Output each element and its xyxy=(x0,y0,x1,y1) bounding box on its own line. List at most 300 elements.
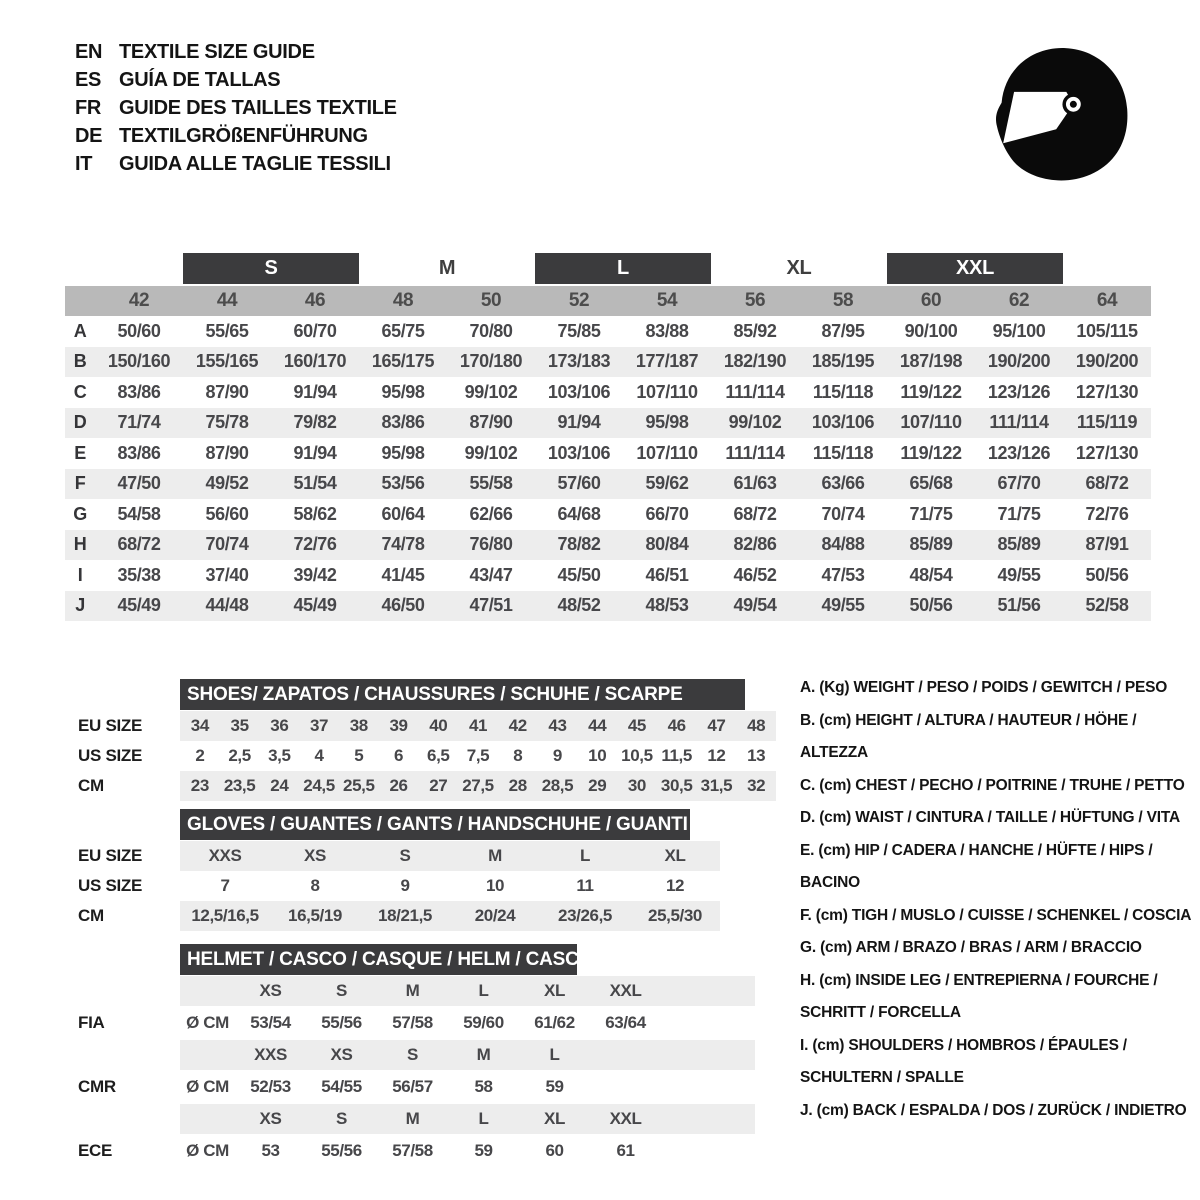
size-value: 39 xyxy=(389,716,408,735)
legend-item-i: I. (cm) SHOULDERS / HOMBROS / ÉPAULES / SCHULTERN / SPALLE xyxy=(800,1036,1127,1086)
measure-row-a xyxy=(65,316,1151,347)
size-value: 12,5/16,5 xyxy=(191,906,259,925)
measure-row-d xyxy=(65,408,1151,439)
helmet-size-value xyxy=(590,1070,661,1104)
size-value: 9 xyxy=(400,876,410,895)
gloves-size-section xyxy=(65,809,720,931)
size-value: 63/66 xyxy=(821,473,865,494)
helmet-size-labels xyxy=(180,1104,755,1134)
size-value: 83/86 xyxy=(117,442,161,463)
size-value: 18/21,5 xyxy=(378,906,432,925)
size-value: 87/90 xyxy=(205,381,249,402)
helmet-size-label: M xyxy=(405,981,420,1000)
size-value: 105/115 xyxy=(1076,320,1138,341)
size-value: 61/63 xyxy=(733,473,777,494)
size-value: 99/102 xyxy=(464,442,518,463)
shoes-row-us-size xyxy=(65,741,776,771)
racing-helmet-icon xyxy=(986,40,1142,192)
helmet-size-value: 58 xyxy=(474,1077,493,1096)
size-value: 95/98 xyxy=(381,381,425,402)
numeric-size: 52 xyxy=(568,290,590,311)
size-value: 38 xyxy=(349,716,368,735)
shoes-rows xyxy=(65,711,776,801)
size-value: 27,5 xyxy=(462,776,494,795)
size-band-m: M xyxy=(438,257,456,279)
shoes-title-bar: SHOES/ ZAPATOS / CHAUSSURES / SCHUHE / SCARPE xyxy=(180,679,745,710)
size-value: 64/68 xyxy=(557,503,601,524)
size-value: 119/122 xyxy=(900,442,962,463)
guide-title: TEXTILGRÖßENFÜHRUNG xyxy=(119,124,368,147)
numeric-size: 56 xyxy=(744,290,766,311)
label-spacer xyxy=(65,809,180,840)
size-value: 47/51 xyxy=(469,595,513,616)
helmet-size-value: 53 xyxy=(261,1141,280,1160)
legend-item-f: F. (cm) TIGH / MUSLO / CUISSE / SCHENKEL / COSCIA xyxy=(800,906,1192,924)
size-value: 49/54 xyxy=(733,595,777,616)
size-value: 46 xyxy=(667,716,686,735)
helmet-size-value: 57/58 xyxy=(392,1013,433,1032)
legend-item-a: A. (Kg) WEIGHT / PESO / POIDS / GEWITCH / PESO xyxy=(800,679,1168,696)
diameter-unit: Ø CM xyxy=(186,1141,229,1160)
size-value: 45/49 xyxy=(293,595,337,616)
size-value: 190/200 xyxy=(1075,351,1139,372)
size-value: 41/45 xyxy=(381,564,425,585)
size-value: 103/106 xyxy=(811,412,875,433)
size-value: 173/183 xyxy=(547,351,611,372)
helmet-size-label xyxy=(590,1040,661,1070)
size-value: 35 xyxy=(230,716,249,735)
size-value: 71/74 xyxy=(117,412,161,433)
standard-label: FIA xyxy=(78,1013,105,1032)
helmet-rows xyxy=(65,976,755,1168)
size-value: 11 xyxy=(576,876,594,895)
gloves-rows xyxy=(65,841,720,931)
size-value: XS xyxy=(304,846,326,865)
helmet-size-value: 57/58 xyxy=(392,1141,433,1160)
size-value: 68/72 xyxy=(117,534,161,555)
size-value: 24,5 xyxy=(303,776,335,795)
size-value: 23 xyxy=(190,776,209,795)
language-title-row xyxy=(75,66,397,94)
size-value: 31,5 xyxy=(700,776,733,795)
size-value: 43/47 xyxy=(469,564,513,585)
size-value: 48/52 xyxy=(557,595,601,616)
size-value: 7 xyxy=(220,876,230,895)
size-value: 87/90 xyxy=(469,412,513,433)
size-value: 47/50 xyxy=(117,473,161,494)
legend-item-g: G. (cm) ARM / BRAZO / BRAS / ARM / BRACCIO xyxy=(800,939,1142,956)
language-code: DE xyxy=(75,124,103,147)
size-value: 170/180 xyxy=(459,351,523,372)
size-value: 91/94 xyxy=(293,381,337,402)
numeric-size: 64 xyxy=(1096,290,1118,311)
size-value: 43 xyxy=(548,716,567,735)
size-value: 44 xyxy=(588,716,607,735)
row-label: US SIZE xyxy=(78,876,143,895)
helmet-size-value: 52/53 xyxy=(250,1077,291,1096)
size-value: 6 xyxy=(393,746,404,765)
size-value: 185/195 xyxy=(811,351,875,372)
helmet-size-value: 53/54 xyxy=(250,1013,291,1032)
size-value: 85/89 xyxy=(909,534,953,555)
size-value: 5 xyxy=(354,746,364,765)
helmet-size-label: M xyxy=(405,1109,420,1128)
helmet-size-label: XL xyxy=(544,981,565,1000)
size-value: 155/165 xyxy=(195,351,259,372)
size-value: 4 xyxy=(314,746,324,765)
size-value: 23/26,5 xyxy=(558,906,612,925)
size-value: 99/102 xyxy=(728,412,782,433)
size-value: 35/38 xyxy=(117,564,161,585)
size-value: 37 xyxy=(310,716,329,735)
gloves-row-eu-size xyxy=(65,841,720,871)
helmet-size-value: 54/55 xyxy=(321,1077,362,1096)
gloves-row-cm xyxy=(65,901,720,931)
row-label: I xyxy=(77,564,83,585)
size-value: 67/70 xyxy=(997,473,1041,494)
size-value: 42 xyxy=(508,716,527,735)
size-value: 48/53 xyxy=(645,595,689,616)
diameter-unit: Ø CM xyxy=(186,1077,229,1096)
label-spacer xyxy=(65,1040,180,1070)
language-code: EN xyxy=(75,40,103,63)
size-value: 82/86 xyxy=(733,534,777,555)
size-value: 90/100 xyxy=(904,320,958,341)
main-size-table xyxy=(65,253,1151,621)
measure-row-c xyxy=(65,377,1151,408)
helmet-title-row xyxy=(65,944,755,975)
size-value: XL xyxy=(664,846,686,865)
measure-row-f xyxy=(65,469,1151,500)
size-value: 68/72 xyxy=(733,503,777,524)
helmet-size-label: XS xyxy=(259,1109,282,1128)
helmet-size-value: 61/62 xyxy=(534,1013,575,1032)
helmet-size-label: XXL xyxy=(609,981,642,1000)
size-value: 75/85 xyxy=(557,320,601,341)
numeric-size: 44 xyxy=(216,290,238,311)
measure-row-g xyxy=(65,499,1151,530)
unit-spacer xyxy=(180,1104,235,1134)
size-value: 55/58 xyxy=(469,473,513,494)
row-label: D xyxy=(73,412,87,433)
helmet-values-fia xyxy=(65,1006,755,1040)
size-value: 50/60 xyxy=(117,320,161,341)
helmet-sizes-fia xyxy=(65,976,755,1006)
helmet-size-label: L xyxy=(478,1109,489,1128)
legend-item-h: H. (cm) INSIDE LEG / ENTREPIERNA / FOURCHE / SCHRITT / FORCELLA xyxy=(800,971,1158,1021)
size-value: 83/86 xyxy=(117,381,161,402)
size-value: 49/52 xyxy=(205,473,249,494)
numeric-size: 42 xyxy=(128,290,150,311)
helmet-sizes-ece xyxy=(65,1104,755,1134)
size-value: 115/118 xyxy=(812,381,874,402)
size-value: 76/80 xyxy=(469,534,513,555)
label-spacer xyxy=(65,1104,180,1134)
size-value: 47/53 xyxy=(821,564,865,585)
size-value: 36 xyxy=(270,716,289,735)
size-value: 107/110 xyxy=(636,442,698,463)
measure-row-i xyxy=(65,560,1151,591)
size-value: 50/56 xyxy=(909,595,953,616)
helmet-value-cells xyxy=(180,1070,755,1104)
size-value: 30 xyxy=(627,776,646,795)
size-value: 127/130 xyxy=(1075,381,1139,402)
shoes-values xyxy=(180,711,776,741)
row-label: EU SIZE xyxy=(78,716,143,735)
shoes-values xyxy=(180,741,776,771)
size-letter-band xyxy=(65,253,1151,284)
size-value: 187/198 xyxy=(899,351,963,372)
size-value: 45 xyxy=(627,716,646,735)
guide-title: GUIDA ALLE TAGLIE TESSILI xyxy=(119,152,391,175)
size-value: 87/91 xyxy=(1085,534,1129,555)
size-value: 46/52 xyxy=(733,564,777,585)
size-value: 84/88 xyxy=(821,534,865,555)
shoes-row-cm xyxy=(65,771,776,801)
size-value: 54/58 xyxy=(117,503,161,524)
size-value: 6,5 xyxy=(427,746,450,765)
size-value: 47 xyxy=(707,716,726,735)
numeric-size: 48 xyxy=(392,290,414,311)
guide-title: GUÍA DE TALLAS xyxy=(119,68,281,91)
helmet-size-label: XS xyxy=(259,981,282,1000)
shoes-row-eu-size xyxy=(65,711,776,741)
gloves-title-bar: GLOVES / GUANTES / GANTS / HANDSCHUHE / GUANTI xyxy=(180,809,690,840)
measure-row-j xyxy=(65,591,1151,622)
gloves-values xyxy=(180,841,720,871)
size-value: 83/88 xyxy=(645,320,689,341)
size-value: 71/75 xyxy=(909,503,953,524)
size-value: 87/90 xyxy=(205,442,249,463)
size-value: 66/70 xyxy=(645,503,689,524)
size-value: 107/110 xyxy=(900,412,962,433)
helmet-size-label: S xyxy=(336,981,347,1000)
size-value: 62/66 xyxy=(469,503,513,524)
shoes-size-section xyxy=(65,679,776,801)
size-value: 26 xyxy=(389,776,408,795)
size-value: 45/49 xyxy=(117,595,161,616)
row-label: CM xyxy=(78,906,104,925)
size-value: 85/92 xyxy=(733,320,777,341)
numeric-size: 58 xyxy=(832,290,854,311)
size-value: 123/126 xyxy=(987,381,1051,402)
gloves-title-row xyxy=(65,809,720,840)
legend-item-b: B. (cm) HEIGHT / ALTURA / HAUTEUR / HÖHE / ALTEZZA xyxy=(800,711,1137,761)
size-value: 3,5 xyxy=(268,746,291,765)
size-value: 48/54 xyxy=(909,564,953,585)
size-value: 57/60 xyxy=(557,473,601,494)
size-value: 99/102 xyxy=(464,381,518,402)
numeric-size: 54 xyxy=(656,290,678,311)
shoes-values xyxy=(180,771,776,801)
helmet-size-label: L xyxy=(549,1045,560,1064)
helmet-size-label: S xyxy=(407,1045,418,1064)
helmet-size-value: 59/60 xyxy=(463,1013,504,1032)
helmet-size-labels xyxy=(180,976,755,1006)
size-value: 13 xyxy=(747,746,766,765)
size-value: 25,5 xyxy=(343,776,375,795)
helmet-size-label: L xyxy=(478,981,489,1000)
size-value: 85/89 xyxy=(997,534,1041,555)
size-value: 8 xyxy=(513,746,523,765)
size-value: 190/200 xyxy=(987,351,1051,372)
size-value: 37/40 xyxy=(205,564,249,585)
size-value: 30,5 xyxy=(660,776,693,795)
size-value: 44/48 xyxy=(205,595,249,616)
size-value: 111/114 xyxy=(725,381,785,402)
size-value: 182/190 xyxy=(723,351,787,372)
numeric-size: 50 xyxy=(480,290,502,311)
size-value: 10,5 xyxy=(621,746,653,765)
language-title-row xyxy=(75,122,397,150)
size-value: 12 xyxy=(707,746,726,765)
size-value: 27 xyxy=(429,776,448,795)
shoes-title-row xyxy=(65,679,776,710)
helmet-size-label: M xyxy=(476,1045,491,1064)
size-value: 55/65 xyxy=(205,320,249,341)
row-label: A xyxy=(73,320,87,341)
size-value: 34 xyxy=(190,716,209,735)
size-value: 40 xyxy=(429,716,448,735)
size-value: 56/60 xyxy=(205,503,249,524)
size-value: S xyxy=(399,846,411,865)
size-value: 39/42 xyxy=(293,564,337,585)
language-code: FR xyxy=(75,96,102,119)
row-label: G xyxy=(73,503,87,524)
size-value: 78/82 xyxy=(557,534,601,555)
size-value: 52/58 xyxy=(1085,595,1129,616)
size-value: 51/56 xyxy=(997,595,1041,616)
size-band-spacer xyxy=(65,253,183,284)
size-value: 24 xyxy=(270,776,289,795)
helmet-size-label: XXL xyxy=(609,1109,642,1128)
language-title-row xyxy=(75,94,397,122)
size-value: 20/24 xyxy=(474,906,516,925)
language-title-row xyxy=(75,150,397,178)
size-value: 70/80 xyxy=(469,320,513,341)
size-value: 68/72 xyxy=(1085,473,1129,494)
size-value: 12 xyxy=(665,876,685,895)
size-value: 51/54 xyxy=(293,473,337,494)
guide-title: GUIDE DES TAILLES TEXTILE xyxy=(119,96,397,119)
size-value: 9 xyxy=(552,746,562,765)
size-value: 10 xyxy=(485,876,505,895)
guide-title: TEXTILE SIZE GUIDE xyxy=(119,40,315,63)
size-value: 32 xyxy=(747,776,766,795)
helmet-values-cmr xyxy=(65,1070,755,1104)
legend-item-j: J. (cm) BACK / ESPALDA / DOS / ZURÜCK / INDIETRO xyxy=(800,1101,1187,1119)
row-label: F xyxy=(74,473,86,494)
legend-item-c: C. (cm) CHEST / PECHO / POITRINE / TRUHE / PETTO xyxy=(800,776,1185,794)
size-value: 7,5 xyxy=(466,746,490,765)
helmet-title-bar: HELMET / CASCO / CASQUE / HELM / CASCO xyxy=(180,944,577,975)
language-code: IT xyxy=(75,152,93,175)
size-value: 70/74 xyxy=(821,503,865,524)
size-value: 119/122 xyxy=(900,381,962,402)
row-label: C xyxy=(73,381,87,402)
measure-row-h xyxy=(65,530,1151,561)
size-value: 165/175 xyxy=(371,351,435,372)
numeric-size-row xyxy=(65,286,1151,316)
size-value: 150/160 xyxy=(107,351,171,372)
row-label: B xyxy=(73,351,87,372)
size-value: 8 xyxy=(310,876,320,895)
size-value: 160/170 xyxy=(283,351,347,372)
helmet-size-labels xyxy=(180,1040,755,1070)
size-value: 60/70 xyxy=(293,320,337,341)
label-spacer xyxy=(65,944,180,975)
size-value: 115/118 xyxy=(812,442,874,463)
language-title-row xyxy=(75,38,397,66)
gloves-values xyxy=(180,871,720,901)
size-value: 49/55 xyxy=(997,564,1041,585)
helmet-size-label: S xyxy=(336,1109,347,1128)
size-band-xxl: XXL xyxy=(887,253,1063,284)
helmet-size-value: 60 xyxy=(545,1141,564,1160)
helmet-size-value: 61 xyxy=(616,1141,635,1160)
size-value: 74/78 xyxy=(381,534,425,555)
label-spacer xyxy=(65,679,180,710)
unit-spacer xyxy=(180,1040,235,1070)
size-value: 46/51 xyxy=(645,564,689,585)
legend-item-d: D. (cm) WAIST / CINTURA / TAILLE / HÜFTUNG / VITA xyxy=(800,809,1180,826)
size-value: 23,5 xyxy=(223,776,256,795)
size-value: 58/62 xyxy=(293,503,337,524)
size-value: 29 xyxy=(588,776,607,795)
standard-label: ECE xyxy=(78,1141,113,1160)
standard-label: CMR xyxy=(78,1077,116,1096)
row-label: E xyxy=(74,442,86,463)
size-value: 2,5 xyxy=(228,746,251,765)
size-value: 60/64 xyxy=(381,503,425,524)
size-value: 177/187 xyxy=(635,351,699,372)
language-title-list xyxy=(75,38,397,178)
diameter-unit: Ø CM xyxy=(186,1013,229,1032)
size-value: 72/76 xyxy=(293,534,337,555)
measure-row-e xyxy=(65,438,1151,469)
size-value: 28,5 xyxy=(541,776,574,795)
size-value: 2 xyxy=(195,746,205,765)
size-band-xl: XL xyxy=(786,257,812,279)
size-value: 75/78 xyxy=(205,412,249,433)
size-value: 50/56 xyxy=(1085,564,1129,585)
size-value: 65/68 xyxy=(909,473,953,494)
size-value: 46/50 xyxy=(381,595,425,616)
size-value: 95/98 xyxy=(645,412,689,433)
size-value: 16,5/19 xyxy=(288,906,342,925)
label-spacer xyxy=(65,976,180,1006)
row-label: US SIZE xyxy=(78,746,143,765)
corner-cell xyxy=(65,286,95,316)
size-value: 95/98 xyxy=(381,442,425,463)
helmet-values-ece xyxy=(65,1134,755,1168)
numeric-size: 62 xyxy=(1008,290,1030,311)
gloves-values xyxy=(180,901,720,931)
helmet-size-label: XS xyxy=(330,1045,353,1064)
size-value: 123/126 xyxy=(987,442,1051,463)
size-value: 45/50 xyxy=(557,564,601,585)
helmet-size-value: 63/64 xyxy=(605,1013,646,1032)
size-value: 65/75 xyxy=(381,320,425,341)
helmet-value-cells xyxy=(180,1134,755,1168)
size-value: 72/76 xyxy=(1085,503,1129,524)
size-value: 53/56 xyxy=(381,473,425,494)
language-code: ES xyxy=(75,68,102,91)
helmet-size-section xyxy=(65,944,755,1168)
size-value: 103/106 xyxy=(547,442,611,463)
row-label: H xyxy=(73,534,87,555)
helmet-value-cells xyxy=(180,1006,755,1040)
